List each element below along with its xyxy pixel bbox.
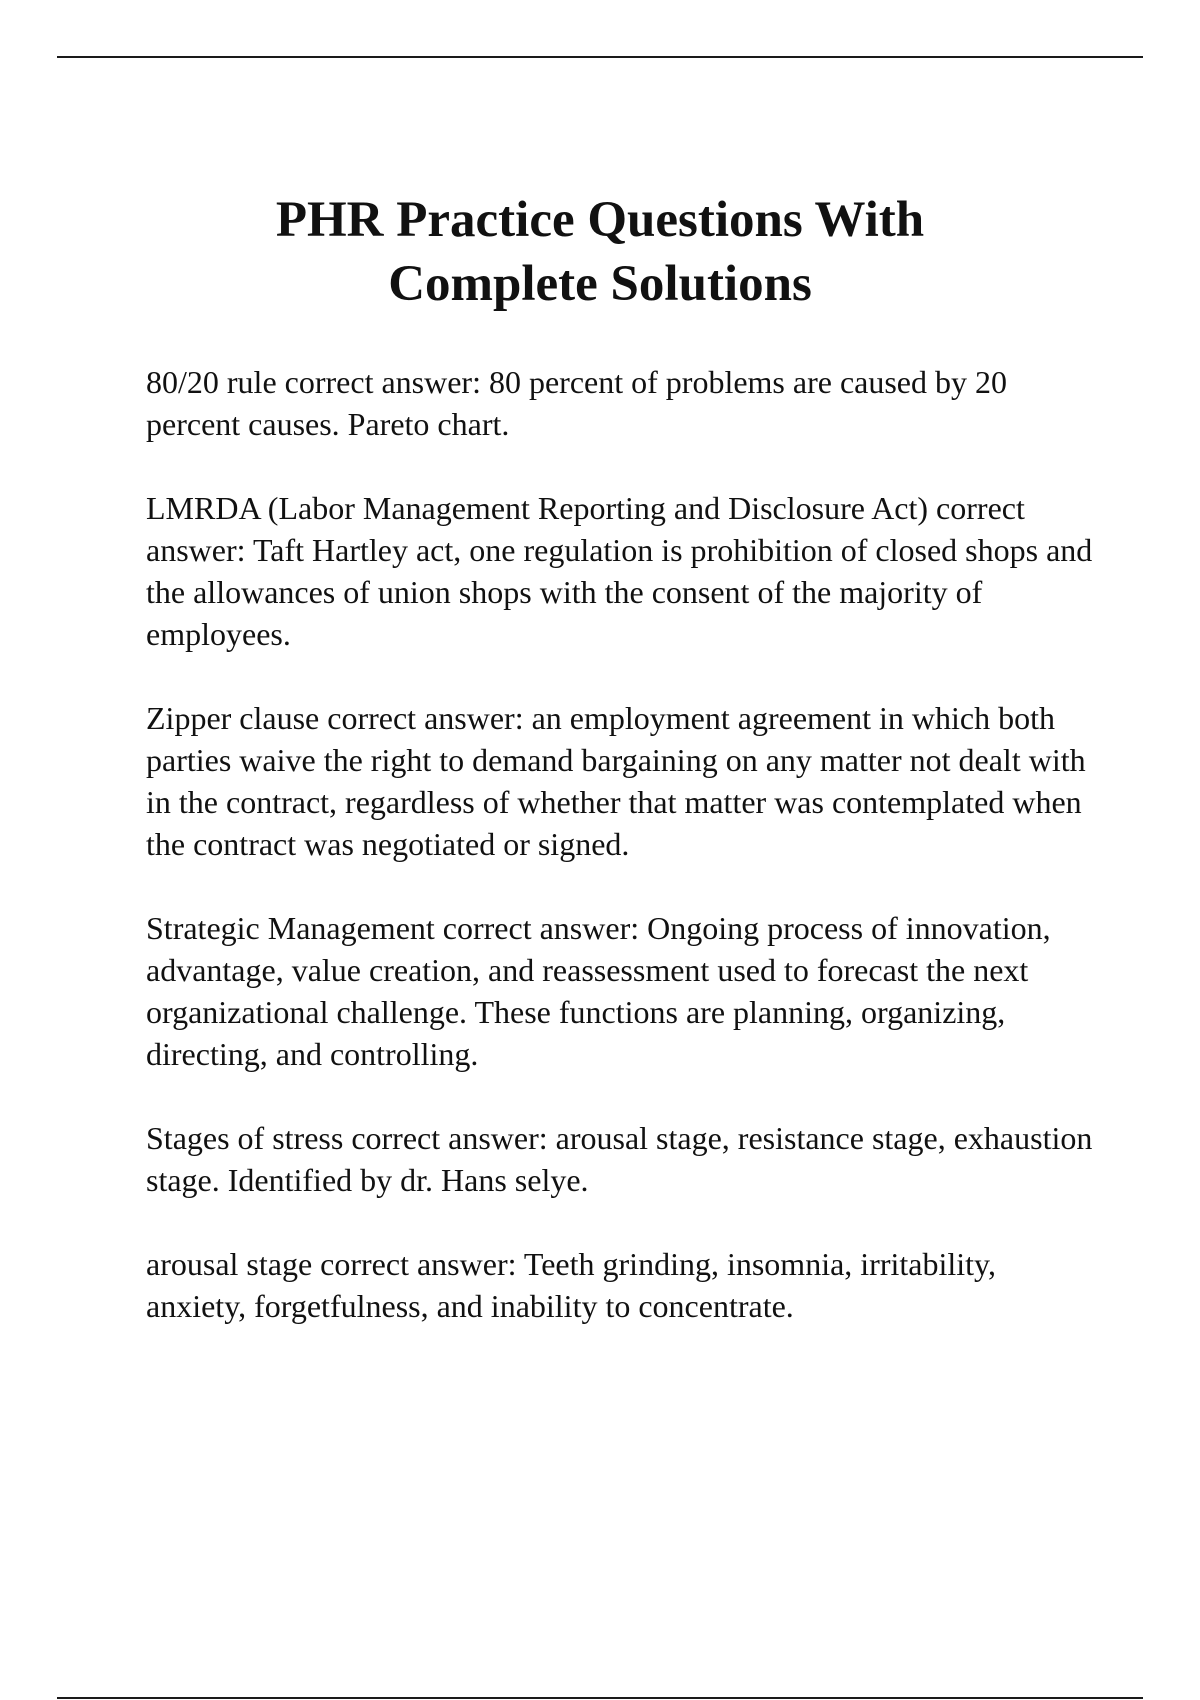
qa-entry-pareto: 80/20 rule correct answer: 80 percent of problems are caused by 20 percent causes. Pareto chart. <box>146 364 1007 442</box>
title-line-1: PHR Practice Questions With <box>275 192 925 248</box>
page-title <box>100 188 1100 316</box>
qa-entry-strategic-management: Strategic Management correct answer: Ongoing process of innovation, advantage, value creation, and reassessment used to forecast the next organizational challenge. These functions are planning, organizing, directing, and controlling. <box>146 910 1051 1072</box>
qa-list <box>146 361 1096 1369</box>
qa-entry-stages-of-stress: Stages of stress correct answer: arousal stage, resistance stage, exhaustion stage. Identified by dr. Hans selye. <box>146 1120 1093 1198</box>
title-line-2: Complete Solutions <box>388 256 812 312</box>
bottom-divider <box>57 1697 1143 1699</box>
qa-entry-zipper-clause: Zipper clause correct answer: an employment agreement in which both parties waive the right to demand bargaining on any matter not dealt with in the contract, regardless of whether that matter was contemplated when the contract was negotiated or signed. <box>146 700 1086 862</box>
top-divider <box>57 56 1143 58</box>
qa-entry-arousal-stage: arousal stage correct answer: Teeth grinding, insomnia, irritability, anxiety, forgetfulness, and inability to concentrate. <box>146 1246 996 1324</box>
qa-entry-lmrda: LMRDA (Labor Management Reporting and Disclosure Act) correct answer: Taft Hartley act, one regulation is prohibition of closed shops and the allowances of union shops with the consent of the majority of employees. <box>146 490 1093 652</box>
